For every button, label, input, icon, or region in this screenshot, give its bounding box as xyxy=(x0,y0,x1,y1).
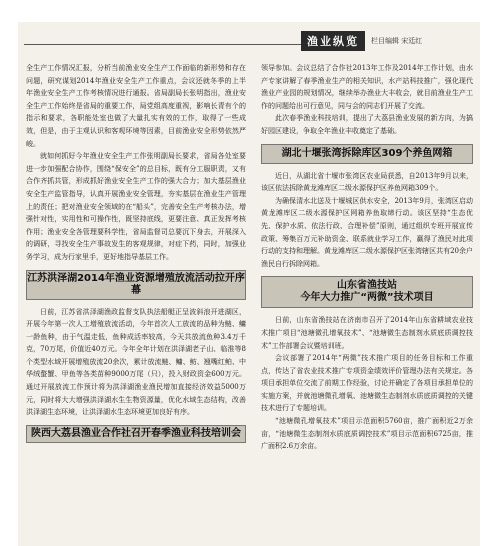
section-title xyxy=(261,276,473,308)
paragraph: 日前，山东省渔技站在济南市召开了2014年山东省耕域农业技术推广项目“池塘微孔增氧技术”、“池塘微生态制剂水质底质调控技术”工作部署会议暨培训班。 xyxy=(261,316,473,350)
paragraph: 此次春季渔业科技培训，提出了大荔县渔业发展的新方向，为搞好园区建设，争取全年渔业丰收奠定了基础。 xyxy=(261,114,473,135)
paragraph: 为确保清水北送及十堰城区供水安全，2013年9月，张湾区启动黄龙滩库区二级水源保护区网箱养鱼取缔行动。该区坚持“生态优先、保护水质、依法行政、合理补偿”原则，通过组织专班开展宣传政策、筹集百万元补助资金、联系就业学习工作，赢得了渔民对此项行动的支持和理解。黄龙滩库区二级水源保护区张湾辖区共有20余户渔民自行拆除网箱。 xyxy=(261,196,473,268)
column-title: 渔业纵览 xyxy=(301,31,365,51)
paragraph: 会议部署了2014年“两微”技术推广项目的任务目标和工作重点，传达了省农业技术推广专项资金绩效评价管理办法有关规定。各项目承担单位交流了前期工作经验，讨论并确定了各项目承担单位的实施方案，并就池塘微孔增氧、池塘微生态制剂水质底质调控的关键技术进行了专题培训。 xyxy=(261,354,473,413)
section-title-line: 今年大力推广“两微”技术项目 xyxy=(300,292,434,304)
paragraph: 领导参加。会议总结了合作社2013年工作及2014年工作计划，由水产专家讲解了春季渔业生产的相关知识，水产站科技推广，强化现代渔业产业园的规划情况，继续举办渔业大丰收会，就目前渔业生产工作的问题给出可行意见，同与会的同志们开展了交流。 xyxy=(261,64,473,110)
paragraph: 全生产工作情况汇报，分析当前渔业安全生产工作面临的新形势和存在问题，研究谋划2014年渔业安全生产工作重点，会议还就冬季的上半年渔业安全生产工作考核情况进行通报。省局副局长张明指出，渔业安全生产工作始终是省局的重要工作，局党组高度重视，影响长青有个的指示和要求，各职能处室也做了大量扎实有效的工作，取得了一些成效，但是，由于主观认识和客观环境等因素，目前渔业安全形势依然严峻。 xyxy=(26,64,246,148)
paragraph: 近日，从湖北省十堰市张湾区农业局获悉，自2013年9月以来，该区依法拆除黄龙滩库区二级水源保护区养鱼网箱309个。 xyxy=(261,171,473,193)
section-title: 湖北十堰张湾拆除库区309个养鱼网箱 xyxy=(261,144,473,164)
section-title: 江苏洪泽湖2014年渔业资源增殖放流活动拉开序幕 xyxy=(26,270,246,300)
left-column xyxy=(26,62,246,449)
column-editor: 栏目编辑 宋廷红 xyxy=(371,37,423,45)
page-header xyxy=(18,32,480,50)
header-rule xyxy=(24,44,304,45)
paragraph: “池塘微孔增氧技术”项目示范面积5760亩，推广面积近2万余亩，“池塘微生态制剂水质底质调控技术”项目示范面积6725亩，推广面积2.6万余亩。 xyxy=(261,417,473,451)
section-title: 陕西大荔县渔业合作社召开春季渔业科技培训会 xyxy=(26,425,246,443)
right-column xyxy=(261,62,473,453)
magazine-page xyxy=(18,22,480,546)
column-brand xyxy=(301,32,422,50)
paragraph: 日前，江苏省洪泽湖渔政监督支队执法船艇正呈波斜浪开进湖区，开展今年第一次人工增殖放流活动，今年首次人工放流的品种为鲢、鳙一龄鱼种，由于气温走低，鱼种成活率较高，今天共放流鱼种3.4万千克，70万尾，价值近40万元。今年全年计划在洪泽湖老子山、临淮等8个类型水域开展增殖放流20余次，累计放流鲢、鳙、鲂、翘嘴红鲌、中华绒螯蟹、甲鱼等各类苗种9000万尾（只），投入财政资金600万元。通过开展放流工作预计将为洪泽湖渔业渔民增加直接经济效益5000万元，同时将大大增强洪泽湖水生生物资源量，优化水域生态结构，改善洪泽湖生态环境，让洪泽湖水生态环境更加良好有序。 xyxy=(26,307,246,417)
section-title-line: 山东省渔技站 xyxy=(337,280,397,292)
paragraph: 就如何抓好今年渔业安全生产工作张明副局长要求，省局各处室要进一步加强配合协作，围绕“保安全”的总目标，既有分工服职责，又有合作齐抓共管，形成抓好渔业安全生产工作的强大合力；加大基层渔业安全生产监管指导，认真开展渔业安全管理，夯实基层在渔业生产管理上的责任；把对渔业安全领域的在“船头”，完善安全生产考核办法，增强针对性，实用性和可操作性，既坚持底线，更要注意、真正发挥考核作用；渔业安全各管理要科学性，省局监督司总要沉下身去，开展深入的调研，寻找安全生产事故发生的客观规律，对症下药，同时，加强业务学习，成为行家里手，更好地指导基层工作。 xyxy=(26,152,246,261)
